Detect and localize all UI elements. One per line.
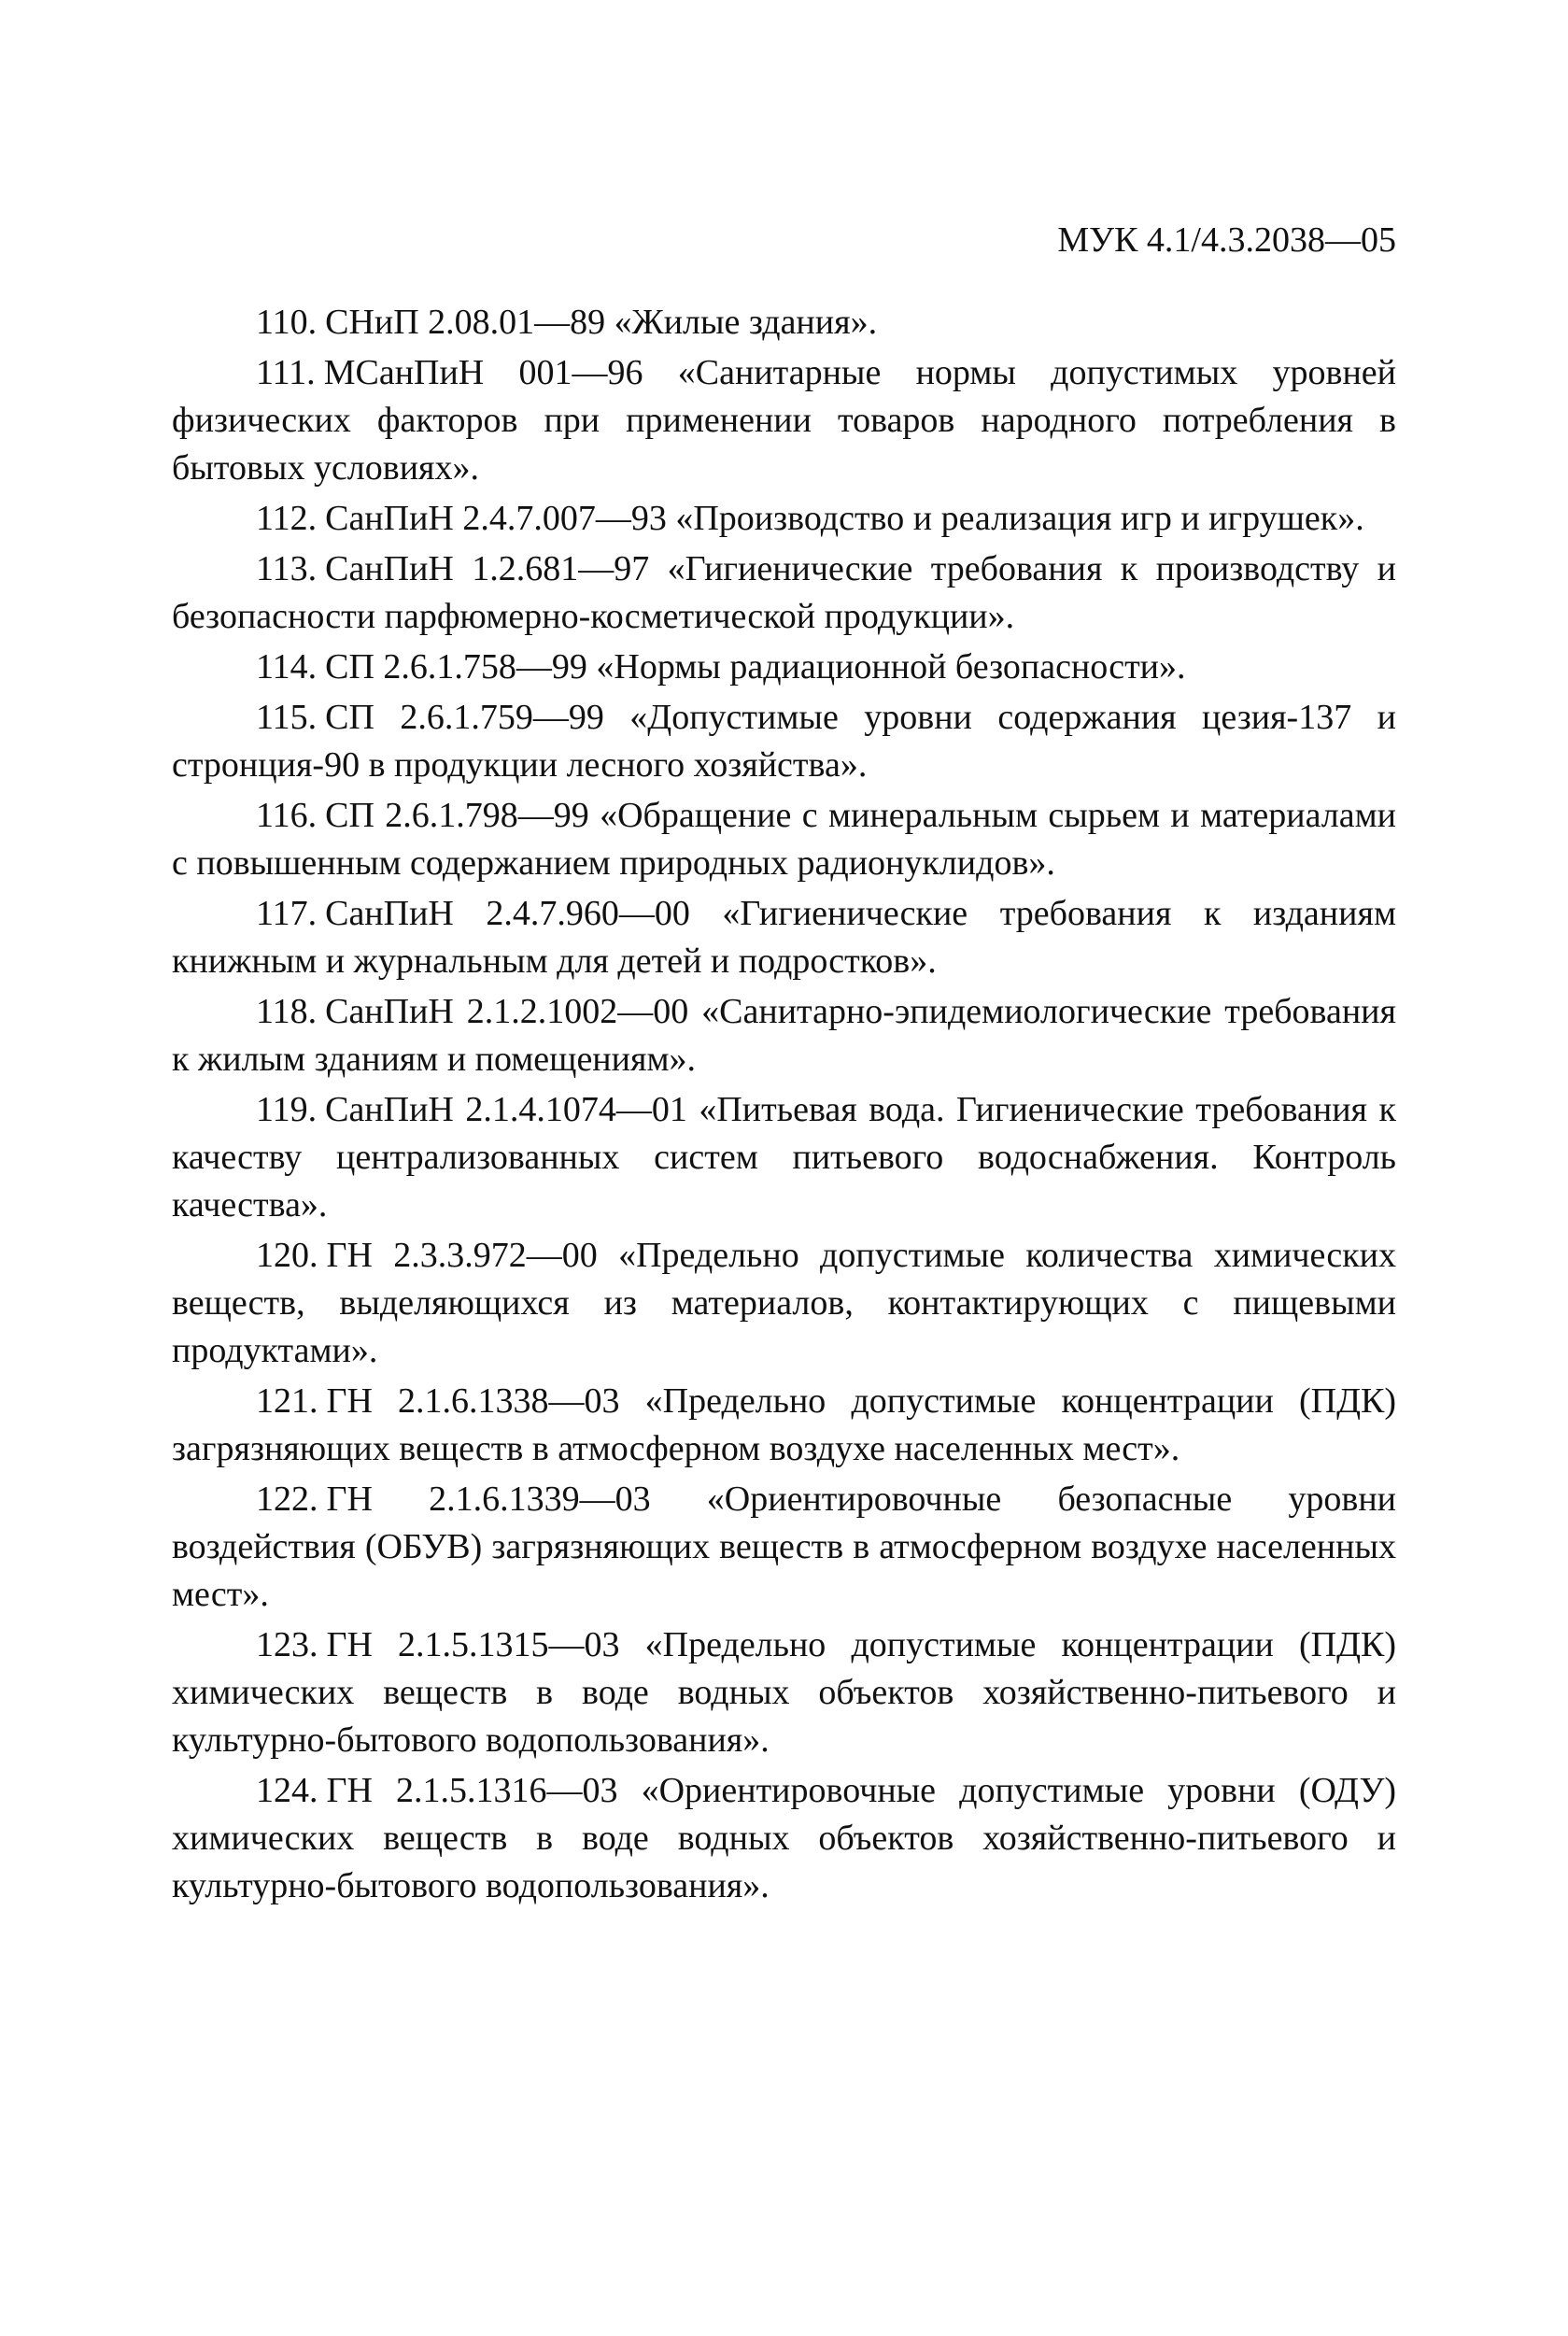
reference-number: 122. (256, 1479, 318, 1519)
reference-number: 111. (256, 353, 316, 392)
reference-number: 110. (256, 303, 318, 342)
reference-item (172, 349, 1396, 492)
reference-number: 115. (256, 698, 318, 737)
reference-item (172, 1378, 1396, 1473)
reference-item (172, 495, 1396, 543)
reference-text: СанПиН 2.4.7.007—93 «Производство и реализация игр и игрушек». (325, 499, 1364, 538)
reference-text: СанПиН 2.1.2.1002—00 «Санитарно-эпидемиологические требования к жилым зданиям и помещениям». (172, 992, 1396, 1079)
reference-text: ГН 2.1.5.1316—03 «Ориентировочные допустимые уровни (ОДУ) химических веществ в воде водных объектов хозяйственно-питьевого и культурно-бытового водопользования». (172, 1771, 1396, 1905)
reference-item (172, 988, 1396, 1083)
reference-number: 119. (256, 1090, 318, 1129)
reference-item (172, 299, 1396, 347)
reference-number: 124. (256, 1771, 318, 1810)
reference-number: 116. (256, 796, 318, 835)
reference-item (172, 1232, 1396, 1375)
document-code-header: МУК 4.1/4.3.2038—05 (1057, 220, 1396, 260)
reference-item (172, 1621, 1396, 1764)
reference-item (172, 1476, 1396, 1619)
reference-number: 121. (256, 1381, 318, 1421)
reference-text: СНиП 2.08.01—89 «Жилые здания». (325, 303, 878, 342)
reference-text: СанПиН 2.1.4.1074—01 «Питьевая вода. Гигиенические требования к качеству централизованных систем питьевого водоснабжения. Контроль качества». (172, 1090, 1396, 1225)
reference-item (172, 694, 1396, 789)
reference-number: 120. (256, 1236, 318, 1275)
reference-number: 114. (256, 647, 318, 687)
reference-list (172, 299, 1396, 1913)
reference-text: ГН 2.3.3.972—00 «Предельно допустимые количества химических веществ, выделяющихся из материалов, контактирующих с пищевыми продуктами». (172, 1236, 1396, 1370)
reference-item (172, 644, 1396, 691)
reference-number: 112. (256, 499, 318, 538)
reference-text: СанПиН 2.4.7.960—00 «Гигиенические требования к изданиям книжным и журнальным для детей и подростков». (172, 894, 1396, 981)
reference-text: ГН 2.1.5.1315—03 «Предельно допустимые концентрации (ПДК) химических веществ в воде водных объектов хозяйственно-питьевого и культурно-бытового водопользования». (172, 1625, 1396, 1760)
reference-text: СанПиН 1.2.681—97 «Гигиенические требования к производству и безопасности парфюмерно-косметической продукции». (172, 549, 1396, 636)
reference-number: 118. (256, 992, 318, 1031)
reference-item (172, 1086, 1396, 1229)
reference-number: 117. (256, 894, 318, 933)
reference-text: СП 2.6.1.759—99 «Допустимые уровни содержания цезия-137 и стронция-90 в продукции лесного хозяйства». (172, 698, 1396, 785)
reference-text: СП 2.6.1.758—99 «Нормы радиационной безопасности». (325, 647, 1186, 687)
reference-number: 123. (256, 1625, 318, 1664)
reference-text: ГН 2.1.6.1338—03 «Предельно допустимые концентрации (ПДК) загрязняющих веществ в атмосферном воздухе населенных мест». (172, 1381, 1396, 1468)
reference-number: 113. (256, 549, 318, 588)
reference-text: ГН 2.1.6.1339—03 «Ориентировочные безопасные уровни воздействия (ОБУВ) загрязняющих веществ в атмосферном воздухе населенных мест». (172, 1479, 1396, 1614)
reference-text: СП 2.6.1.798—99 «Обращение с минеральным сырьем и материалами с повышенным содержанием природных радионуклидов». (172, 796, 1396, 883)
reference-item (172, 792, 1396, 887)
reference-item (172, 1767, 1396, 1910)
reference-text: МСанПиН 001—96 «Санитарные нормы допустимых уровней физических факторов при применении товаров народного потребления в бытовых условиях». (172, 353, 1396, 488)
reference-item (172, 890, 1396, 985)
reference-item (172, 545, 1396, 641)
